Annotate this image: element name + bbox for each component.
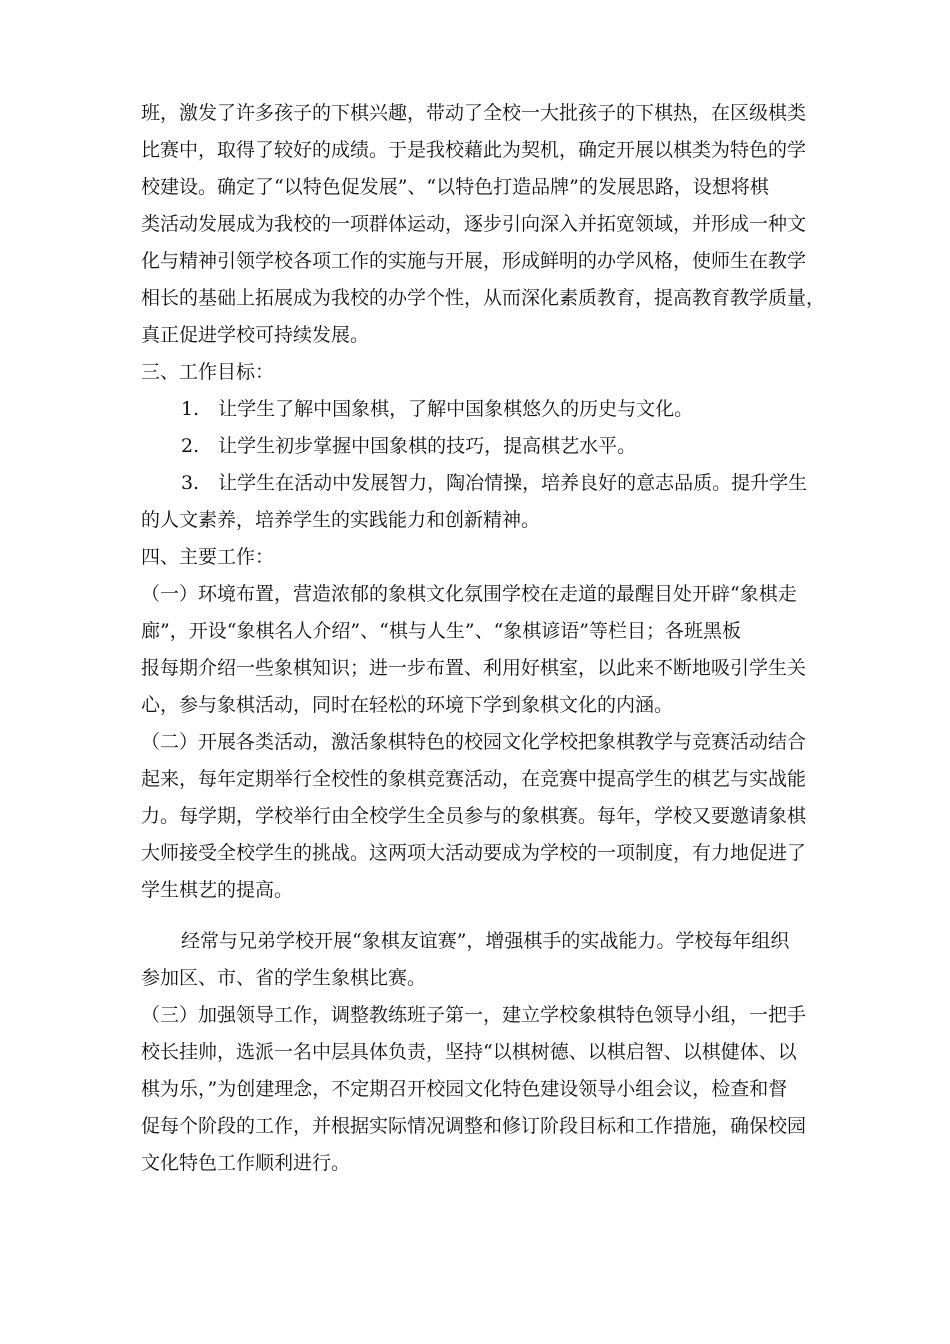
text-line: 棋为乐，”为创建理念，不定期召开校园文化特色建设领导小组会议，检查和督 [141,1078,788,1100]
paragraph-spacer [141,909,825,923]
text-line: 的人文素养，培养学生的实践能力和创新精神。 [141,509,541,531]
text-line: （二）开展各类活动，激活象棋特色的校园文化学校把象棋教学与竞赛活动结合 [141,731,807,753]
text-line: 参加区、市、省的学生象棋比赛。 [141,967,427,989]
section-heading-main-work: 四、主要工作： [141,546,275,568]
text-line: 比赛中，取得了较好的成绩。于是我校藉此为契机，确定开展以棋类为特色的学 [141,139,807,161]
text-line: 力。每学期，学校举行由全校学生全员参与的象棋赛。每年，学校又要邀请象棋 [141,805,807,827]
text-line: 促每个阶段的工作，并根据实际情况调整和修订阶段目标和工作措施，确保校园 [141,1115,807,1137]
text-line: 3. 让学生在活动中发展智力，陶冶情操，培养良好的意志品质。提升学生 [181,472,808,494]
text-line: （一）环境布置，营造浓郁的象棋文化氛围学校在走道的最醒目处开辟“象棋走 [141,583,797,605]
text-line: 校长挂帅，选派一名中层具体负责，坚持“以棋树德、以棋启智、以棋健体、以 [141,1041,797,1063]
section-heading-goals: 三、工作目标： [141,361,275,383]
goals-list [141,391,825,539]
text-line: 校建设。确定了“以特色促发展”、“以特色打造品牌”的发展思路，设想将棋 [141,176,769,198]
text-line: 报每期介绍一些象棋知识；进一步布置、利用好棋室，以此来不断地吸引学生关 [141,657,807,679]
text-line: 廊”，开设“象棋名人介绍”、“棋与人生”、“象棋谚语”等栏目；各班黑板 [141,620,741,642]
text-line: 学生棋艺的提高。 [141,879,294,901]
intro-paragraph [141,95,825,354]
work-item-leadership [141,997,825,1182]
text-line: 班，激发了许多孩子的下棋兴趣，带动了全校一大批孩子的下棋热，在区级棋类 [141,102,807,124]
text-line: 文化特色工作顺利进行。 [141,1152,351,1174]
document-body [141,95,825,1182]
text-line: 心，参与象棋活动，同时在轻松的环境下学到象棋文化的内涵。 [141,694,674,716]
text-line: （三）加强领导工作，调整教练班子第一，建立学校象棋特色领导小组，一把手 [141,1004,807,1026]
text-line: 起来，每年定期举行全校性的象棋竞赛活动，在竞赛中提高学生的棋艺与实战能 [141,768,807,790]
text-line: 大师接受全校学生的挑战。这两项大活动要成为学校的一项制度，有力地促进了 [141,842,807,864]
text-line: 相长的基础上拓展成为我校的办学个性，从而深化素质教育，提高教育教学质量， [141,287,826,309]
work-item-activities [141,724,825,909]
work-item-environment [141,576,825,724]
text-line: 经常与兄弟学校开展“象棋友谊赛”，增强棋手的实战能力。学校每年组织 [181,930,790,952]
goal-item: 2. 让学生初步掌握中国象棋的技巧，提高棋艺水平。 [181,435,637,457]
text-line: 类活动发展成为我校的一项群体运动，逐步引向深入并拓宽领域，并形成一种文 [141,213,807,235]
exchange-paragraph [141,923,825,997]
text-line: 真正促进学校可持续发展。 [141,324,370,346]
goal-item: 1. 让学生了解中国象棋，了解中国象棋悠久的历史与文化。 [181,398,694,420]
goal-item [141,465,825,539]
text-line: 化与精神引领学校各项工作的实施与开展，形成鲜明的办学风格，使师生在教学 [141,250,807,272]
